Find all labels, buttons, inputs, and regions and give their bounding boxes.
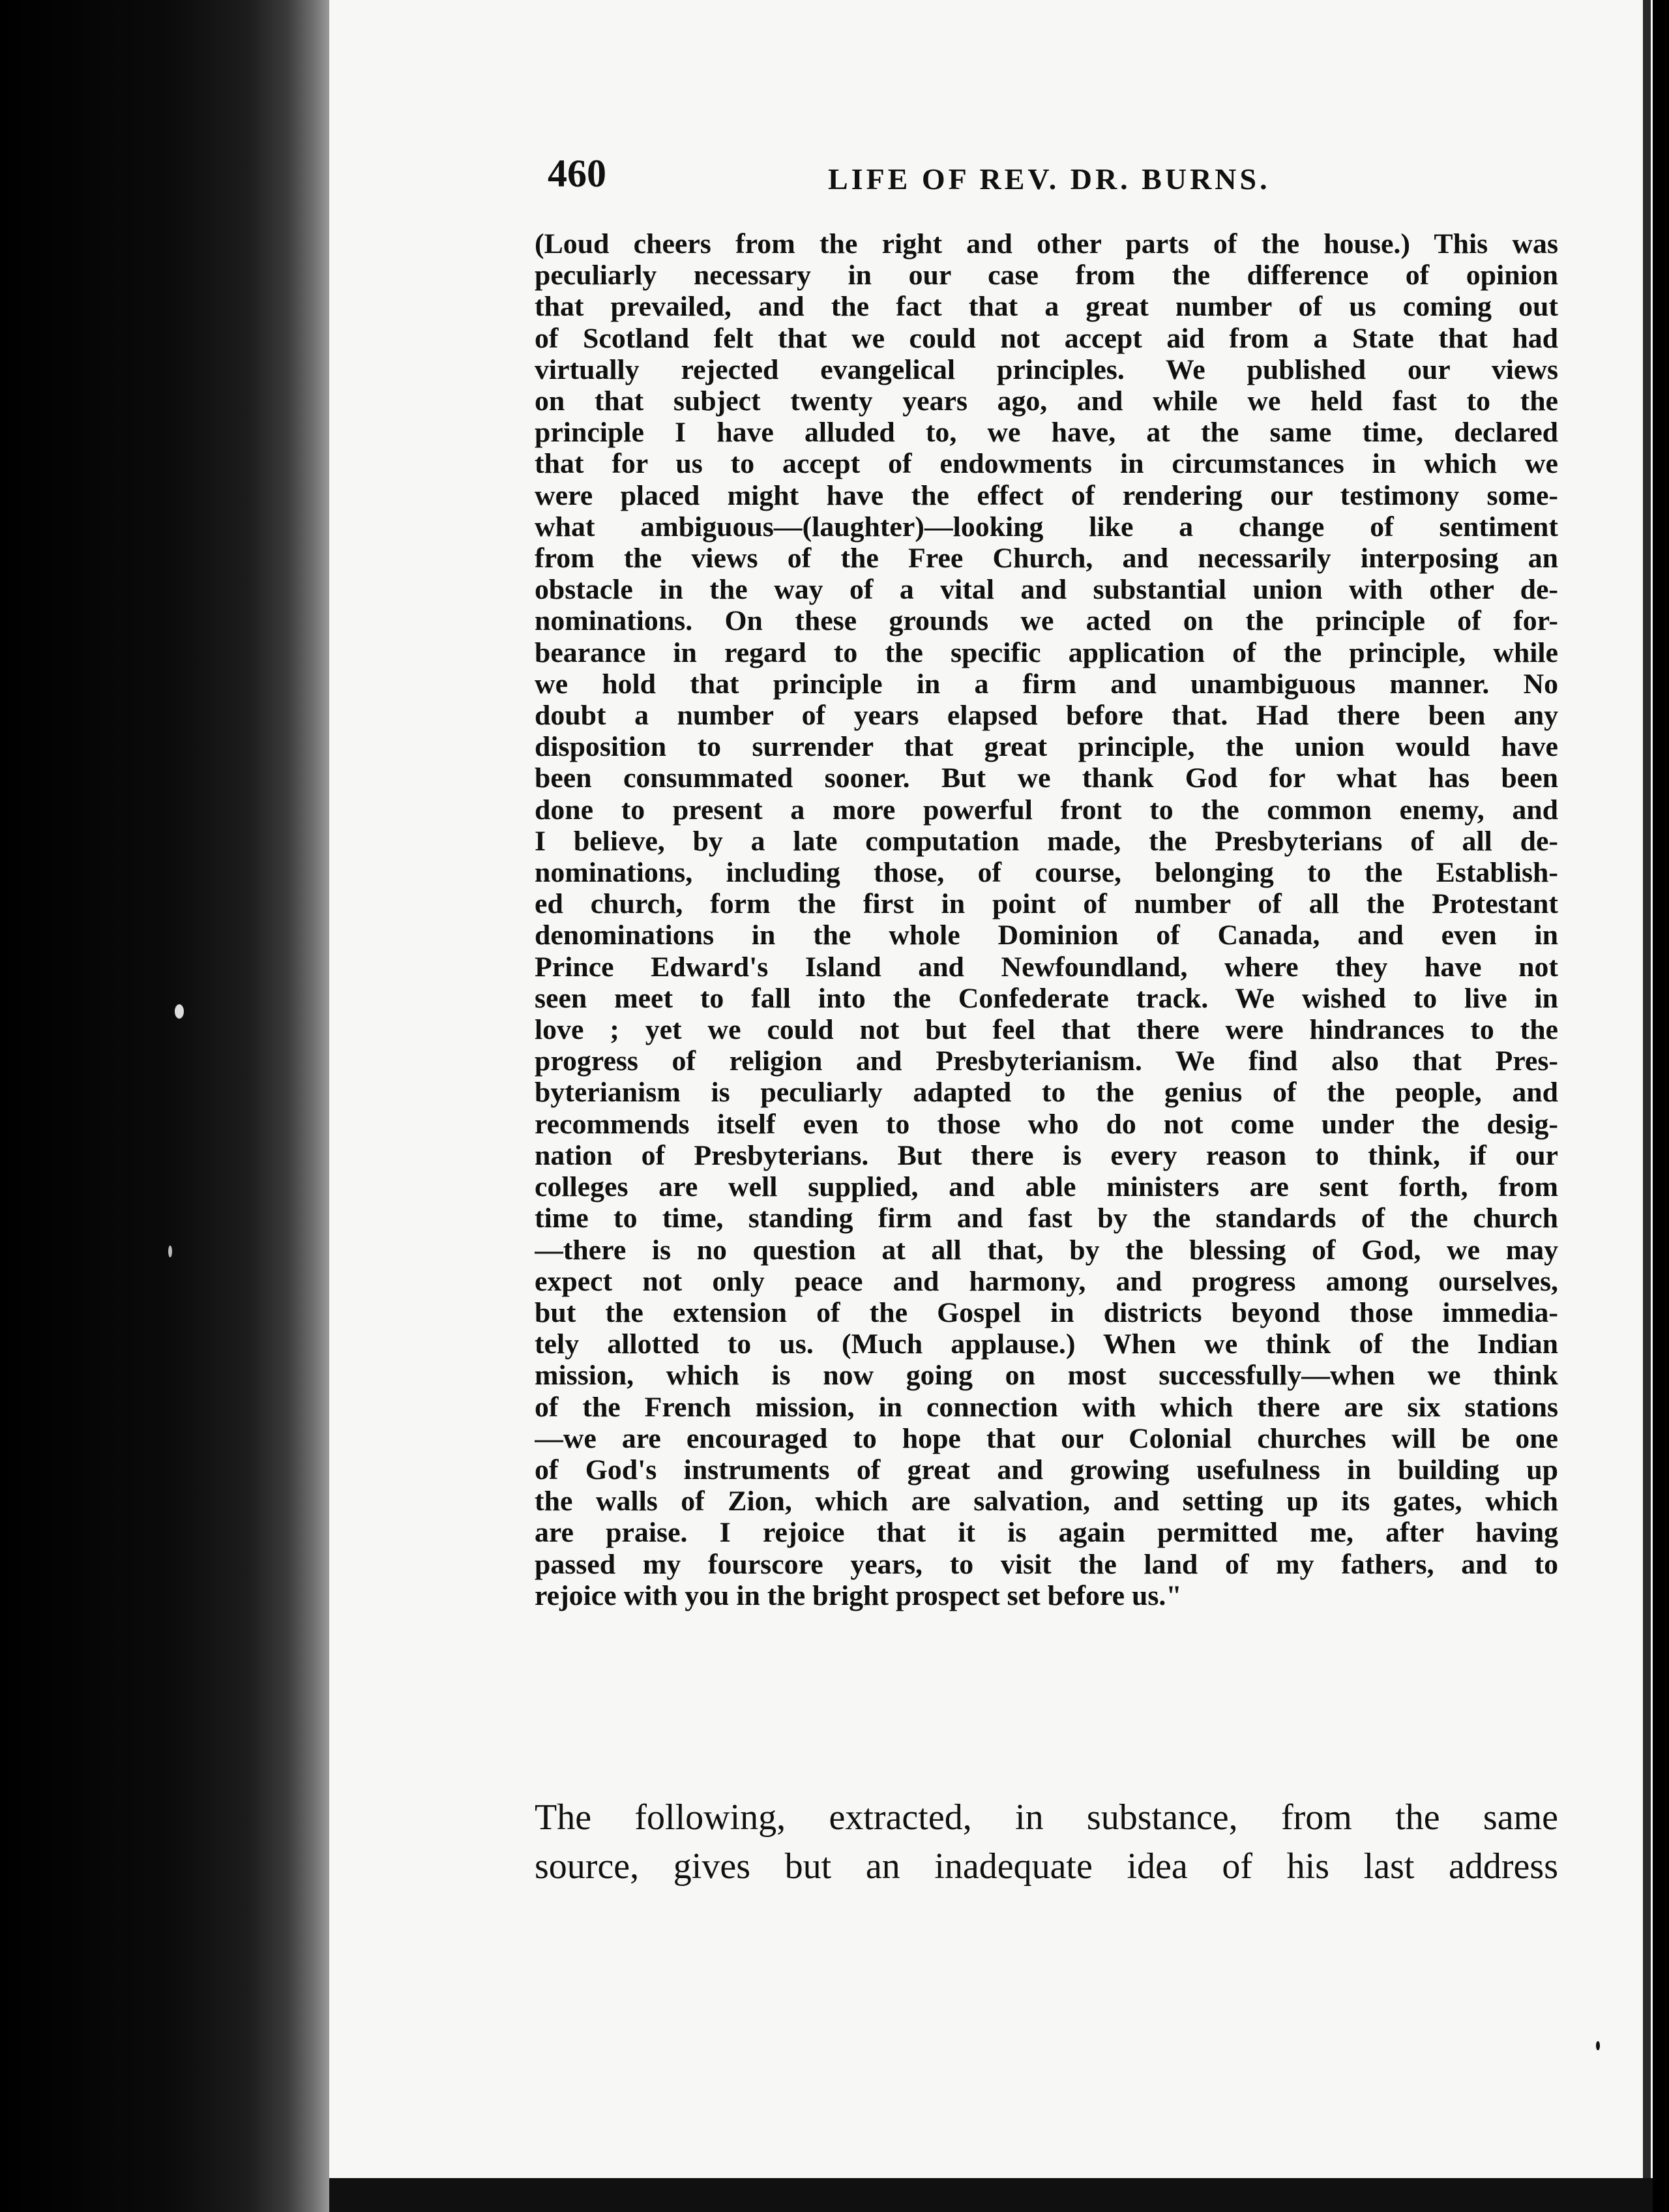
text-line: The following, extracted, in substance, from the same (535, 1797, 1558, 1838)
text-line: progress of religion and Presbyterianism. We find also that Pres- (535, 1045, 1558, 1077)
text-line: —there is no question at all that, by the blessing of God, we may (535, 1234, 1558, 1266)
scan-speck (1596, 2041, 1600, 2050)
text-line: tely allotted to us. (Much applause.) When we think of the Indian (535, 1328, 1558, 1360)
text-line: virtually rejected evangelical principles. We published our views (535, 353, 1558, 385)
running-head: LIFE OF REV. DR. BURNS. (828, 162, 1271, 196)
text-line: ed church, form the first in point of number of all the Protestant (535, 888, 1558, 920)
text-line: mission, which is now going on most successfully—when we think (535, 1360, 1558, 1392)
text-line: what ambiguous—(laughter)—looking like a change of sentiment (535, 511, 1558, 543)
scan-speck (175, 1004, 184, 1019)
scan-speck (168, 1246, 172, 1257)
text-line: obstacle in the way of a vital and substantial union with other de- (535, 574, 1558, 606)
text-line: source, gives but an inadequate idea of his last address (535, 1846, 1558, 1887)
text-line: time to time, standing firm and fast by the standards of the church (535, 1203, 1558, 1234)
text-line: the walls of Zion, which are salvation, and setting up its gates, which (535, 1486, 1558, 1517)
page-bottom-edge (329, 2178, 1653, 2212)
text-line: done to present a more powerful front to the common enemy, and (535, 794, 1558, 826)
text-line: expect not only peace and harmony, and progress among ourselves, (535, 1265, 1558, 1297)
text-line: denominations in the whole Dominion of Canada, and even in (535, 919, 1558, 951)
text-line: (Loud cheers from the right and other parts of the house.) This was (535, 228, 1558, 260)
text-line: —we are encouraged to hope that our Colonial churches will be one (535, 1422, 1558, 1454)
text-line: but the extension of the Gospel in districts beyond those immedia- (535, 1296, 1558, 1328)
text-line: been consummated sooner. But we thank God for what has been (535, 762, 1558, 794)
text-line: of the French mission, in connection with which there are six stations (535, 1391, 1558, 1423)
text-line: I believe, by a late computation made, the Presbyterians of all de- (535, 825, 1558, 857)
text-line: passed my fourscore years, to visit the land of my fathers, and to (535, 1548, 1558, 1580)
body-paragraph (535, 1793, 1558, 1891)
text-line: disposition to surrender that great principle, the union would have (535, 731, 1558, 763)
text-line: love ; yet we could not but feel that there were hindrances to the (535, 1014, 1558, 1046)
text-line: bearance in regard to the specific application of the principle, while (535, 636, 1558, 668)
text-line: of God's instruments of great and growing usefulness in building up (535, 1454, 1558, 1486)
text-line: were placed might have the effect of rendering our testimony some- (535, 479, 1558, 511)
text-line: that prevailed, and the fact that a great number of us coming out (535, 291, 1558, 323)
page-number: 460 (548, 152, 606, 195)
text-line: rejoice with you in the bright prospect set before us." (535, 1579, 1182, 1611)
text-line: nominations, including those, of course, belonging to the Establish- (535, 857, 1558, 889)
text-line: recommends itself even to those who do not come under the desig- (535, 1108, 1558, 1140)
book-binding-shadow (0, 0, 339, 2212)
text-line: are praise. I rejoice that it is again permitted me, after having (535, 1517, 1558, 1549)
text-line: of Scotland felt that we could not accept aid from a State that had (535, 322, 1558, 354)
quoted-speech-block (535, 228, 1558, 1611)
text-line: colleges are well supplied, and able ministers are sent forth, from (535, 1171, 1558, 1203)
text-line: we hold that principle in a firm and unambiguous manner. No (535, 668, 1558, 700)
text-line: doubt a number of years elapsed before that. Had there been any (535, 700, 1558, 732)
text-line: from the views of the Free Church, and necessarily interposing an (535, 543, 1558, 575)
text-line: byterianism is peculiarly adapted to the genius of the people, and (535, 1077, 1558, 1109)
text-line: principle I have alluded to, we have, at the same time, declared (535, 417, 1558, 449)
text-line: seen meet to fall into the Confederate track. We wished to live in (535, 982, 1558, 1014)
text-line: peculiarly necessary in our case from the difference of opinion (535, 260, 1558, 291)
text-line: nominations. On these grounds we acted on the principle of for- (535, 605, 1558, 637)
text-line: on that subject twenty years ago, and while we held fast to the (535, 385, 1558, 417)
page-edge (1643, 0, 1651, 2212)
text-line: that for us to accept of endowments in circumstances in which we (535, 448, 1558, 480)
text-line: Prince Edward's Island and Newfoundland, where they have not (535, 951, 1558, 983)
text-line: nation of Presbyterians. But there is every reason to think, if our (535, 1139, 1558, 1171)
